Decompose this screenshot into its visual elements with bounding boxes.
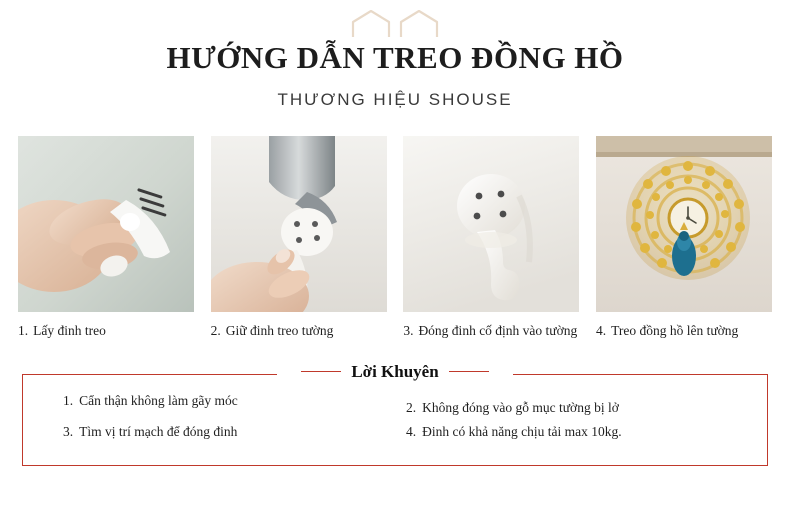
step-label: Treo đồng hồ lên tường: [611, 322, 739, 338]
advice-item-text: Đinh có khả năng chịu tải max 10kg.: [422, 423, 622, 439]
advice-item-text: Không đóng vào gỗ mục tường bị lở: [422, 400, 619, 416]
advice-item-text: Cẩn thận không làm gãy móc: [79, 392, 238, 408]
advice-title: [277, 362, 512, 382]
advice-item: [49, 424, 390, 440]
step-caption: [211, 322, 387, 340]
step-caption: [18, 322, 194, 340]
advice-item: [49, 393, 390, 424]
step-caption: [403, 322, 579, 340]
advice-rule-right-icon: [449, 371, 489, 372]
step-label: Đóng đinh cố định vào tường: [418, 322, 578, 338]
page-title: HƯỚNG DẪN TREO ĐỒNG HỒ: [166, 40, 624, 75]
advice-box: [22, 361, 768, 466]
advice-title-text: Lời Khuyên: [351, 361, 439, 381]
step-label: Lấy đinh treo: [33, 322, 106, 338]
hand-holding-hook-photo: [18, 136, 194, 312]
page-header: [0, 0, 790, 110]
step-item: [18, 136, 194, 340]
advice-item-text: Tìm vị trí mạch để đóng đinh: [79, 423, 238, 439]
step-item: [596, 136, 772, 340]
step-number: 4.: [595, 322, 607, 338]
advice-item: [400, 424, 741, 440]
step-number: 1.: [18, 322, 29, 338]
hook-fixed-on-wall-photo: [403, 136, 579, 312]
advice-item-number: 2.: [406, 400, 417, 416]
step-item: [403, 136, 579, 340]
advice-title-wrap: [23, 362, 767, 382]
steps-row: [0, 136, 790, 340]
step-label: Giữ đinh treo tường: [225, 322, 334, 338]
peacock-clock-on-wall-photo: [596, 136, 772, 312]
advice-item-number: 4.: [406, 423, 417, 439]
advice-item-number: 3.: [63, 423, 74, 439]
step-number: 3.: [403, 322, 414, 338]
step-caption: [596, 322, 772, 340]
step-number: 2.: [210, 322, 221, 338]
hammer-and-hook-on-wall-photo: [211, 136, 387, 312]
page-subtitle: THƯƠNG HIỆU SHOUSE: [277, 89, 513, 109]
advice-item-number: 1.: [63, 392, 74, 408]
advice-list: [23, 375, 767, 465]
step-item: [211, 136, 387, 340]
advice-rule-left-icon: [301, 371, 341, 372]
double-arch-ornament-icon: [0, 8, 790, 38]
advice-item: [400, 400, 741, 416]
